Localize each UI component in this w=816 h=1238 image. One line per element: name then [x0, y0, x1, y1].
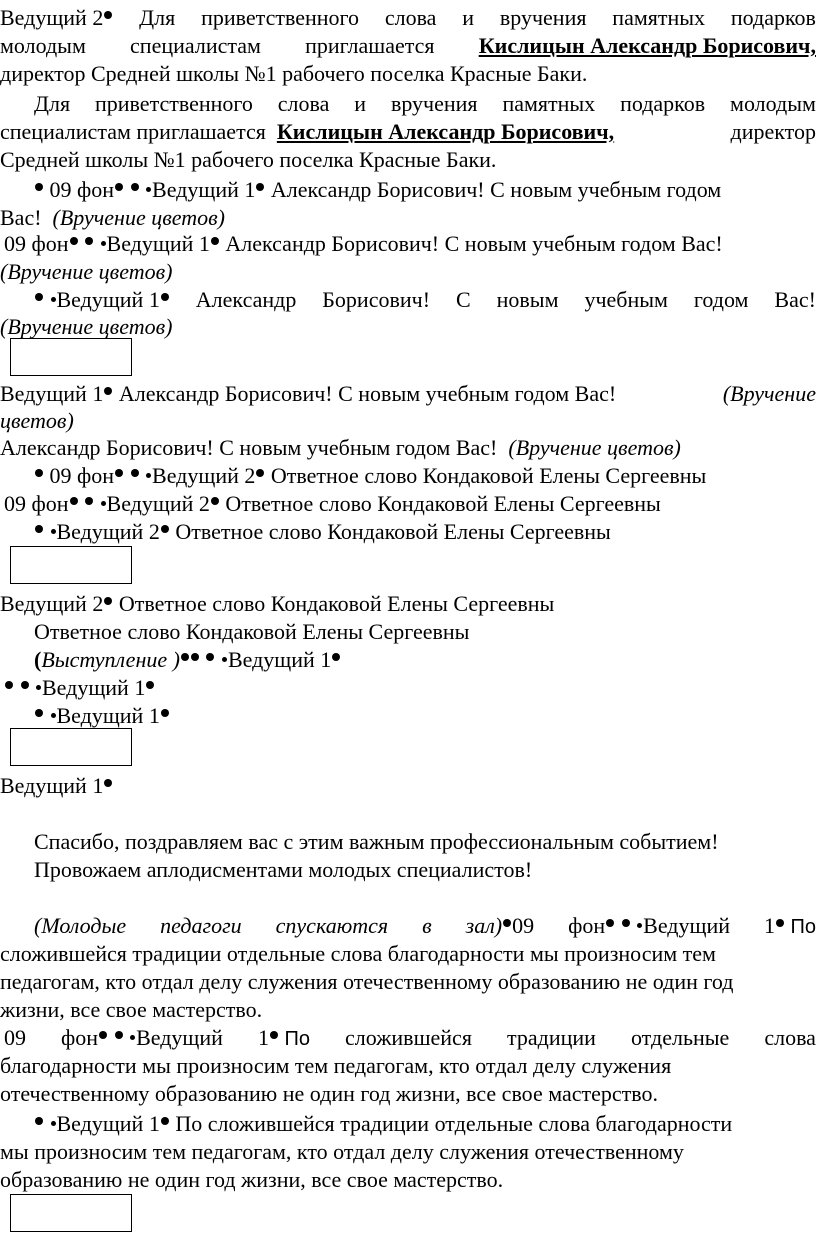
- p2-line3: Средней школы №1 рабочего поселка Красные Баки.: [0, 147, 497, 172]
- stage-direction: Выступление ): [41, 647, 180, 672]
- bullet-icon: [146, 473, 151, 478]
- bullet-icon: [256, 469, 264, 477]
- p2-line2: специалистам приглашается Кислицын Александр Борисович, директор: [0, 119, 816, 144]
- bullet-icon: [104, 387, 112, 395]
- speaker-label: Ведущий 1: [56, 703, 160, 728]
- p17-line2: Провожаем аплодисментами молодых специалистов!: [34, 857, 533, 882]
- p18-line2: сложившейся традиции отдельные слова благодарности мы произносим тем: [0, 941, 716, 966]
- bullet-icon: [35, 525, 43, 533]
- speaker-label: Ведущий 2: [0, 5, 104, 30]
- p20-line1: Ведущий 1 По сложившейся традиции отдельные слова благодарности: [0, 1110, 816, 1138]
- speaker-label: Ведущий 1: [0, 773, 104, 798]
- p19-line2: благодарности мы произносим тем педагогам, кто отдал делу служения: [0, 1053, 672, 1078]
- speaker-label: Ведущий 2: [0, 591, 104, 616]
- bullet-icon: [222, 657, 227, 662]
- bullet-icon: [270, 1031, 278, 1039]
- bullet-icon: [35, 709, 43, 717]
- bullet-icon: [35, 469, 43, 477]
- p11-line1: Ведущий 2 Ответное слово Кондаковой Елены Сергеевны: [0, 591, 555, 616]
- bullet-icon: [206, 653, 214, 661]
- bullet-icon: [85, 237, 93, 245]
- bullet-icon: [51, 529, 56, 534]
- bullet-icon: [146, 681, 154, 689]
- bullet-icon: [776, 919, 784, 927]
- bullet-icon: [70, 497, 78, 505]
- bullet-icon: [104, 597, 112, 605]
- p14-line1: [0, 674, 816, 702]
- p12-line1: Ответное слово Кондаковой Елены Сергеевны: [34, 619, 470, 644]
- empty-frame: [10, 546, 132, 584]
- bullet-icon: [35, 1117, 43, 1125]
- speaker-label: Ведущий: [643, 913, 730, 938]
- p20-line2: мы произносим тем педагогам, кто отдал делу служения отечественному: [0, 1139, 684, 1164]
- p5-line1: Ведущий 1 Александр Борисович! С новым учебным годом Вас!: [0, 286, 816, 314]
- bullet-icon: [104, 11, 112, 19]
- bullet-icon: [131, 183, 139, 191]
- bullet-icon: [637, 923, 642, 928]
- bullet-icon: [35, 293, 43, 301]
- bullet-icon: [51, 713, 56, 718]
- p17-line1: Спасибо, поздравляем вас с этим важным профессиональным событием!: [34, 829, 719, 854]
- speaker-label: Ведущий 2: [56, 519, 160, 544]
- p20-line3: образованию не один год жизни, все свое мастерство.: [0, 1167, 504, 1192]
- bullet-icon: [5, 681, 13, 689]
- bullet-icon: [161, 525, 169, 533]
- p10-line1: Ведущий 2 Ответное слово Кондаковой Елены Сергеевны: [0, 518, 816, 546]
- bullet-icon: [70, 237, 78, 245]
- bullet-icon: [85, 497, 93, 505]
- empty-frame: [10, 338, 132, 376]
- speaker-label: Ведущий 1: [152, 177, 256, 202]
- honoree-name: Кислицын Александр Борисович,: [478, 33, 816, 58]
- speaker-label: Ведущий 2: [152, 463, 256, 488]
- bullet-icon: [211, 497, 219, 505]
- stage-direction: цветов): [0, 408, 74, 433]
- bullet-icon: [191, 653, 199, 661]
- speaker-label: Ведущий 2: [106, 491, 210, 516]
- speaker-label: Ведущий 1: [106, 231, 210, 256]
- p8-line1: 09 фон Ведущий 2 Ответное слово Кондаковой Елены Сергеевны: [0, 462, 816, 490]
- bullet-icon: [115, 183, 123, 191]
- stage-direction: (Вручение цветов): [0, 314, 173, 339]
- bullet-icon: [161, 709, 169, 717]
- p3-line2: Вас! (Вручение цветов): [0, 205, 225, 230]
- bullet-icon: [36, 685, 41, 690]
- bullet-icon: [99, 1031, 107, 1039]
- p15-line1: [0, 702, 816, 730]
- p18-line4: жизни, все свое мастерство.: [0, 997, 263, 1022]
- p18-line3: педагогам, кто отдал делу служения отечественному образованию не один год: [0, 969, 734, 994]
- empty-frame: [10, 1194, 132, 1232]
- p19-line1: 09 фон Ведущий 1 По сложившейся традиции отдельные слова: [4, 1025, 816, 1050]
- bullet-icon: [21, 681, 29, 689]
- bullet-icon: [606, 919, 614, 927]
- p7-line1: Александр Борисович! С новым учебным годом Вас! (Вручение цветов): [0, 435, 681, 460]
- bullet-icon: [115, 469, 123, 477]
- p1-line2: молодым специалистам приглашается Кислицын Александр Борисович,: [0, 33, 816, 58]
- bullet-icon: [101, 241, 106, 246]
- p1-line3: директор Средней школы №1 рабочего поселка Красные Баки.: [0, 61, 588, 86]
- p9-line1: 09 фон Ведущий 2 Ответное слово Кондаковой Елены Сергеевны: [4, 491, 661, 516]
- honoree-name: Кислицын Александр Борисович,: [276, 119, 615, 144]
- bullet-icon: [104, 779, 112, 787]
- speaker-label: Ведущий 1: [56, 1111, 160, 1136]
- p18-line1: (Молодые педагоги спускаются в зал) 09 фон Ведущий 1 По: [34, 913, 816, 938]
- bullet-icon: [101, 501, 106, 506]
- p16-line1: [0, 772, 816, 800]
- bullet-icon: [35, 183, 43, 191]
- p2-line1: Для приветственного слова и вручения памятных подарков молодым: [34, 91, 816, 116]
- speaker-label: Ведущий: [136, 1025, 223, 1050]
- bullet-icon: [130, 1035, 135, 1040]
- speaker-label: Ведущий 1: [0, 381, 104, 406]
- stage-direction: (Вручение цветов): [52, 205, 225, 230]
- bullet-icon: [131, 469, 139, 477]
- bullet-icon: [622, 919, 630, 927]
- bullet-icon: [161, 293, 169, 301]
- p6-line1: Ведущий 1 Александр Борисович! С новым учебным годом Вас! (Вручение: [0, 381, 816, 406]
- p19-line3: отечественному образованию не один год жизни, все свое мастерство.: [0, 1081, 659, 1106]
- p3-line1: 09 фон Ведущий 1 Александр Борисович! С новым учебным годом: [0, 176, 816, 204]
- bullet-icon: [256, 183, 264, 191]
- speaker-label: Ведущий 1: [56, 287, 160, 312]
- p4-line1: 09 фон Ведущий 1 Александр Борисович! С новым учебным годом Вас!: [4, 231, 723, 256]
- bullet-icon: [115, 1031, 123, 1039]
- bullet-icon: [181, 653, 189, 661]
- empty-frame: [10, 728, 132, 766]
- bullet-icon: [332, 653, 340, 661]
- p1-line1: Ведущий 2 Для приветственного слова и вручения памятных подарков: [0, 5, 816, 30]
- p13-line1: (Выступление ) Ведущий 1: [0, 646, 816, 674]
- bullet-icon: [503, 919, 511, 927]
- bullet-icon: [51, 297, 56, 302]
- speaker-label: Ведущий 1: [227, 647, 332, 672]
- speaker-label: Ведущий 1: [42, 675, 146, 700]
- bullet-icon: [146, 187, 151, 192]
- bullet-icon: [51, 1121, 56, 1126]
- stage-direction: (Вручение цветов): [0, 259, 173, 284]
- stage-direction: (Вручение цветов): [508, 435, 681, 460]
- bullet-icon: [161, 1117, 169, 1125]
- bullet-icon: [211, 237, 219, 245]
